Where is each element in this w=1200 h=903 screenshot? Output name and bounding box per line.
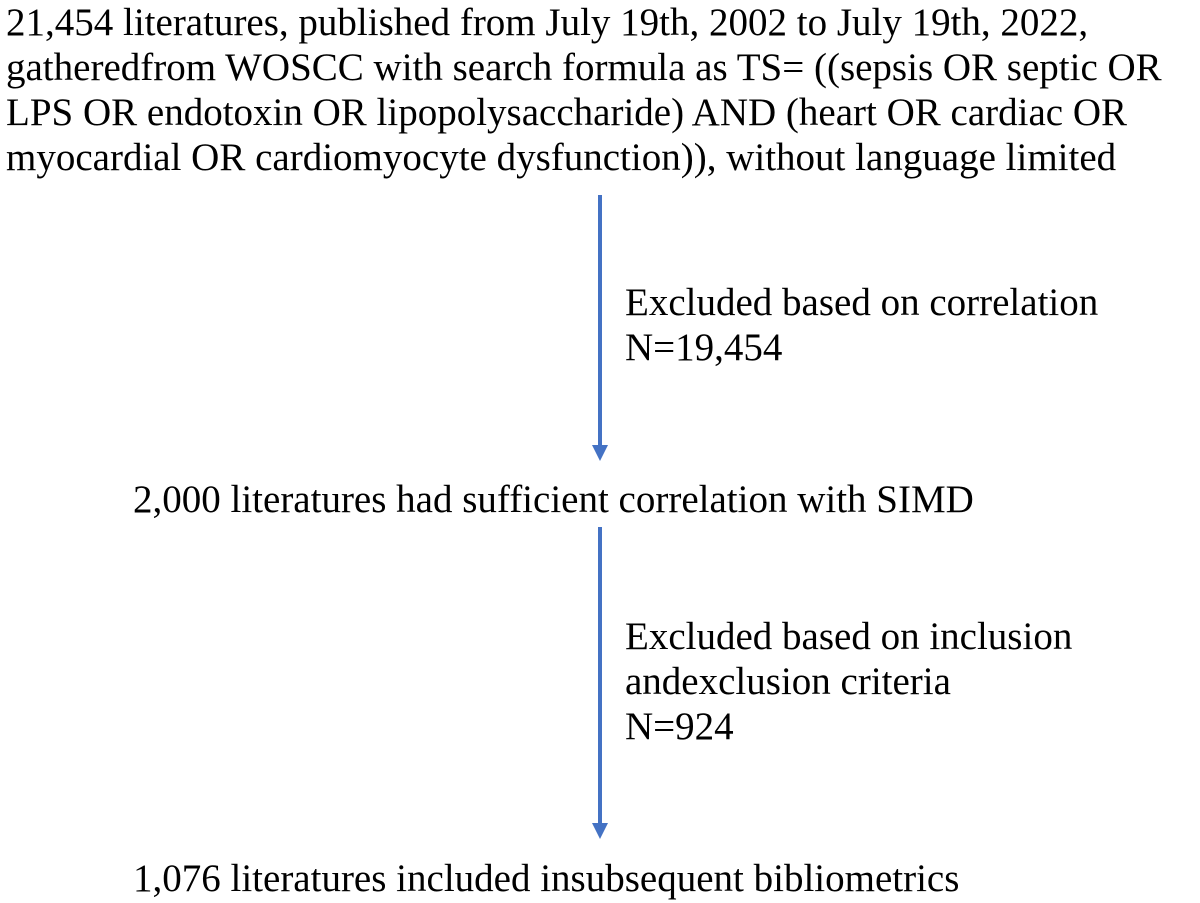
start-line-2: gatheredfrom WOSCC with search formula as TS= ((sepsis OR septic OR [6,46,1162,89]
exclusion-2-line-3: N=924 [625,705,734,748]
start-line-4: myocardial OR cardiomyocyte dysfunction)), without language limited [6,136,1117,179]
start-line-1: 21,454 literatures, published from July 19th, 2002 to July 19th, 2022, [6,1,1089,44]
arrow-2 [580,527,620,847]
start-line-3: LPS OR endotoxin OR lipopolysaccharide) AND (heart OR cardiac OR [6,91,1128,134]
exclusion-1-line-2: N=19,454 [625,326,783,369]
exclusion-2-node [625,614,1072,749]
arrow-1-head [592,445,608,461]
exclusion-2-line-1: Excluded based on inclusion [625,615,1073,658]
middle-node: 2,000 literatures had sufficient correlation with SIMD [133,478,974,521]
exclusion-1-line-1: Excluded based on correlation [625,281,1099,324]
arrow-2-head [592,823,608,839]
final-node: 1,076 literatures included insubsequent bibliometrics [133,857,960,900]
exclusion-2-line-2: andexclusion criteria [625,660,951,703]
arrow-1 [580,195,620,465]
exclusion-1-node [625,280,1098,370]
start-node [6,0,1162,180]
